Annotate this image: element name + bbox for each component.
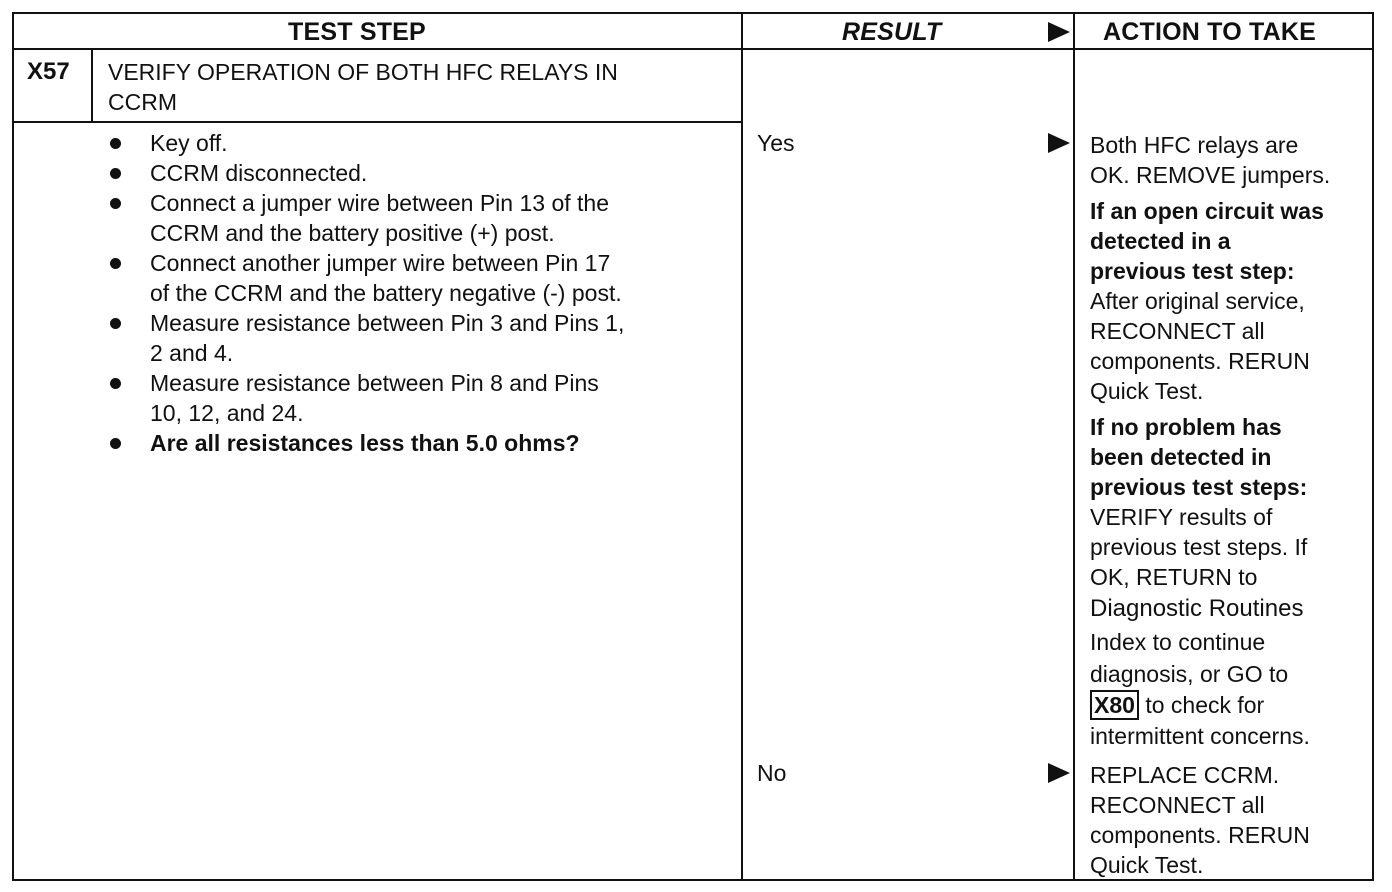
action-no-line: RECONNECT all [1090, 792, 1265, 818]
header-result: RESULT [842, 18, 942, 46]
bullet-text: CCRM and the battery positive (+) post. [150, 220, 555, 246]
no-problem-body: Diagnostic Routines [1090, 595, 1304, 622]
bullet-dot [110, 378, 121, 389]
bullet-text: 10, 12, and 24. [150, 400, 304, 426]
col-divider-result-action [1073, 12, 1075, 881]
no-problem-heading: been detected in [1090, 444, 1272, 470]
step-id: X57 [27, 58, 70, 85]
open-circuit-body: components. RERUN [1090, 348, 1310, 374]
table-top-border [12, 12, 1374, 14]
table-left-border [12, 12, 14, 881]
result-no: No [757, 760, 787, 786]
action-yes-line: Both HFC relays are [1090, 132, 1299, 158]
action-yes-line: OK. REMOVE jumpers. [1090, 162, 1331, 188]
step-title-bottom-border [12, 121, 741, 123]
bullet-dot [110, 438, 121, 449]
no-problem-body: Index to continue [1090, 629, 1266, 655]
bullet-dot [110, 198, 121, 209]
step-id-divider [91, 48, 93, 123]
no-problem-body: OK, RETURN to [1090, 564, 1258, 590]
bullet-text: Measure resistance between Pin 3 and Pins 1, [150, 310, 625, 336]
header-bottom-border [12, 48, 1374, 50]
result-yes-arrow-icon [1048, 133, 1070, 153]
goto-line [1090, 690, 1264, 720]
open-circuit-heading: If an open circuit was [1090, 198, 1324, 224]
action-no-line: components. RERUN [1090, 822, 1310, 848]
bullet-dot [110, 138, 121, 149]
action-no-line: Quick Test. [1090, 852, 1204, 878]
bullet-text: of the CCRM and the battery negative (-) post. [150, 280, 622, 306]
header-action-to-take: ACTION TO TAKE [1103, 18, 1316, 46]
open-circuit-heading: previous test step: [1090, 258, 1295, 284]
step-title-line-1: VERIFY OPERATION OF BOTH HFC RELAYS IN [108, 59, 618, 85]
bullet-dot [110, 168, 121, 179]
goto-tail-text: to check for [1145, 692, 1265, 718]
no-problem-heading: previous test steps: [1090, 474, 1308, 500]
no-problem-body: previous test steps. If [1090, 534, 1308, 560]
bullet-question: Are all resistances less than 5.0 ohms? [150, 430, 580, 456]
step-title-line-2: CCRM [108, 89, 177, 115]
no-problem-body: diagnosis, or GO to [1090, 661, 1289, 687]
action-no-line: REPLACE CCRM. [1090, 762, 1280, 788]
open-circuit-body: Quick Test. [1090, 378, 1204, 404]
bullet-text: Connect another jumper wire between Pin 17 [150, 250, 611, 276]
no-problem-heading: If no problem has [1090, 414, 1282, 440]
goto-step-ref[interactable]: X80 [1090, 690, 1139, 720]
bullet-dot [110, 258, 121, 269]
bullet-dot [110, 318, 121, 329]
no-problem-body: VERIFY results of [1090, 504, 1273, 530]
bullet-text: Key off. [150, 130, 228, 156]
bullet-text: Connect a jumper wire between Pin 13 of the [150, 190, 609, 216]
open-circuit-body: After original service, [1090, 288, 1305, 314]
table-right-border [1372, 12, 1374, 881]
result-no-arrow-icon [1048, 763, 1070, 783]
result-yes: Yes [757, 130, 795, 156]
no-problem-last-line: intermittent concerns. [1090, 723, 1310, 749]
col-divider-step-result [741, 12, 743, 881]
open-circuit-heading: detected in a [1090, 228, 1231, 254]
open-circuit-body: RECONNECT all [1090, 318, 1265, 344]
header-test-step: TEST STEP [288, 18, 426, 46]
bullet-text: 2 and 4. [150, 340, 234, 366]
bullet-text: CCRM disconnected. [150, 160, 368, 186]
header-arrow-icon [1048, 22, 1070, 42]
bullet-text: Measure resistance between Pin 8 and Pins [150, 370, 599, 396]
